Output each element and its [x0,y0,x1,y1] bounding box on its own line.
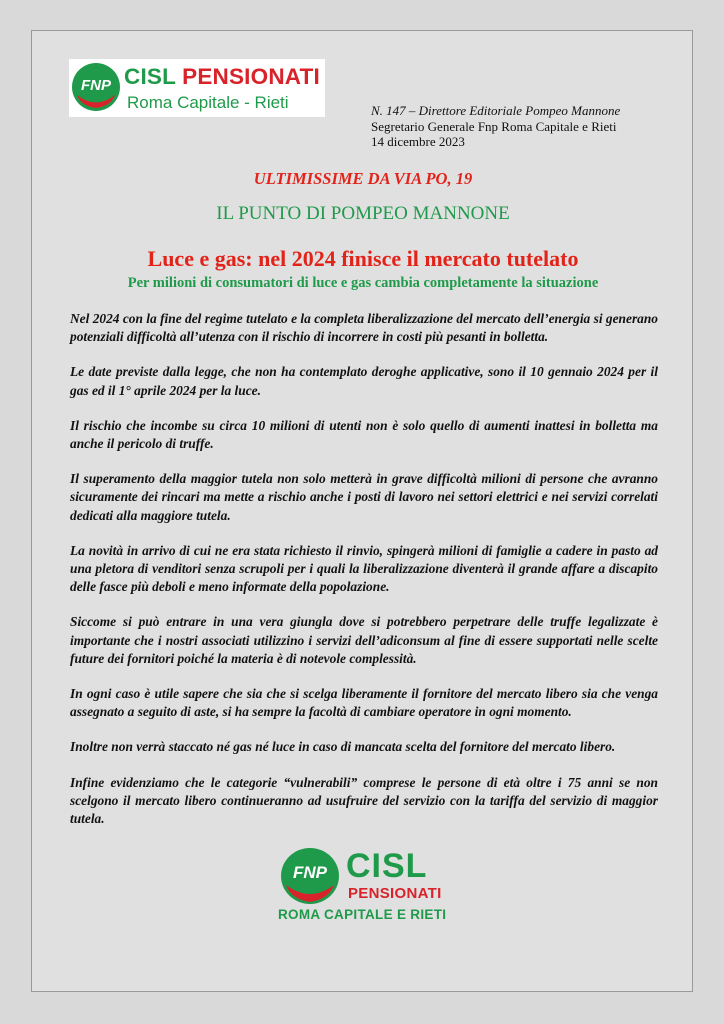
subheadline: Per milioni di consumatori di luce e gas cambia completamente la situazione [127,275,599,291]
document-page [31,30,693,992]
column-title: IL PUNTO DI POMPEO MANNONE [216,203,510,224]
footer-logo [280,847,450,927]
logo-subtitle: Roma Capitale - Rieti [127,93,289,112]
logo-wordmark [124,64,320,90]
paragraph: Le date previste dalla legge, che non ha contemplato deroghe applicative, sono il 10 gennaio 2024 per il gas ed il 1° aprile 2024 per la luce. [70,364,658,398]
fnp-badge-text: FNP [293,863,327,882]
fnp-badge-text: FNP [81,77,111,94]
paragraph: Siccome si può entrare in una vera giungla dove si potrebbero perpetrare delle truffe legalizzate è importante che i nostri associati utilizzino i servizi dell’adiconsum al fine di essere supportati nelle scelte future dei fornitori poiché la materia è di notevole complessità. [70,614,658,666]
logo-cisl-text: CISL [124,64,176,89]
paragraph: Il rischio che incombe su circa 10 milioni di utenti non è solo quello di aumenti inattesi in bolletta ma anche il pericolo di truffe. [70,417,658,452]
headline: Luce e gas: nel 2024 finisce il mercato tutelato [147,246,579,271]
header-logo [69,59,325,117]
paragraph: La novità in arrivo di cui ne era stata richiesto il rinvio, spingerà milioni di famiglie a cadere in pasto ad una pletora di venditori senza scrupoli per i quali la liberalizzazione diventerà il grande affare a discapito delle fasce più deboli e meno informate della popolazione. [70,542,658,595]
fnp-badge-icon [280,847,340,905]
article-body [70,310,658,845]
issue-line: N. 147 – Direttore Editoriale Pompeo Mannone [371,103,621,118]
logo-pensionati-text: PENSIONATI [182,64,320,89]
paragraph: Nel 2024 con la fine del regime tutelato e la completa liberalizzazione del mercato dell’energia si generano potenziali difficoltà all’utenza con il rischio di incorrere in costi più pesanti in bolletta. [70,311,658,345]
logo-cisl-text: CISL [346,847,428,885]
paragraph: Il superamento della maggior tutela non solo metterà in grave difficoltà milioni di persone che avranno sicuramente dei rincari ma mette a rischio anche i posti di lavoro nei settori elettrici e nei servizi correlati dedicati alla maggiore tutela. [70,471,658,523]
logo-subtitle: ROMA CAPITALE E RIETI [278,907,447,922]
logo-pensionati-text: PENSIONATI [348,885,442,902]
publication-meta [371,103,620,150]
paragraph: Infine evidenziamo che le categorie “vulnerabili” comprese le persone di età oltre i 75 anni se non scelgono il mercato libero continueranno ad usufruire del servizio con la tariffa del servizio di maggior tutela. [70,774,658,827]
paragraph: In ogni caso è utile sapere che sia che si scelga liberamente il fornitore del mercato libero sia che venga assegnato a seguito di aste, si ha sempre la facoltà di cambiare operatore in ogni momento. [70,686,658,720]
date-line: 14 dicembre 2023 [371,134,465,149]
role-line: Segretario Generale Fnp Roma Capitale e Rieti [371,118,617,134]
paragraph: Inoltre non verrà staccato né gas né luce in caso di mancata scelta del fornitore del mercato libero. [70,739,616,755]
kicker: ULTIMISSIME DA VIA PO, 19 [253,169,473,188]
fnp-badge-icon [71,62,121,112]
